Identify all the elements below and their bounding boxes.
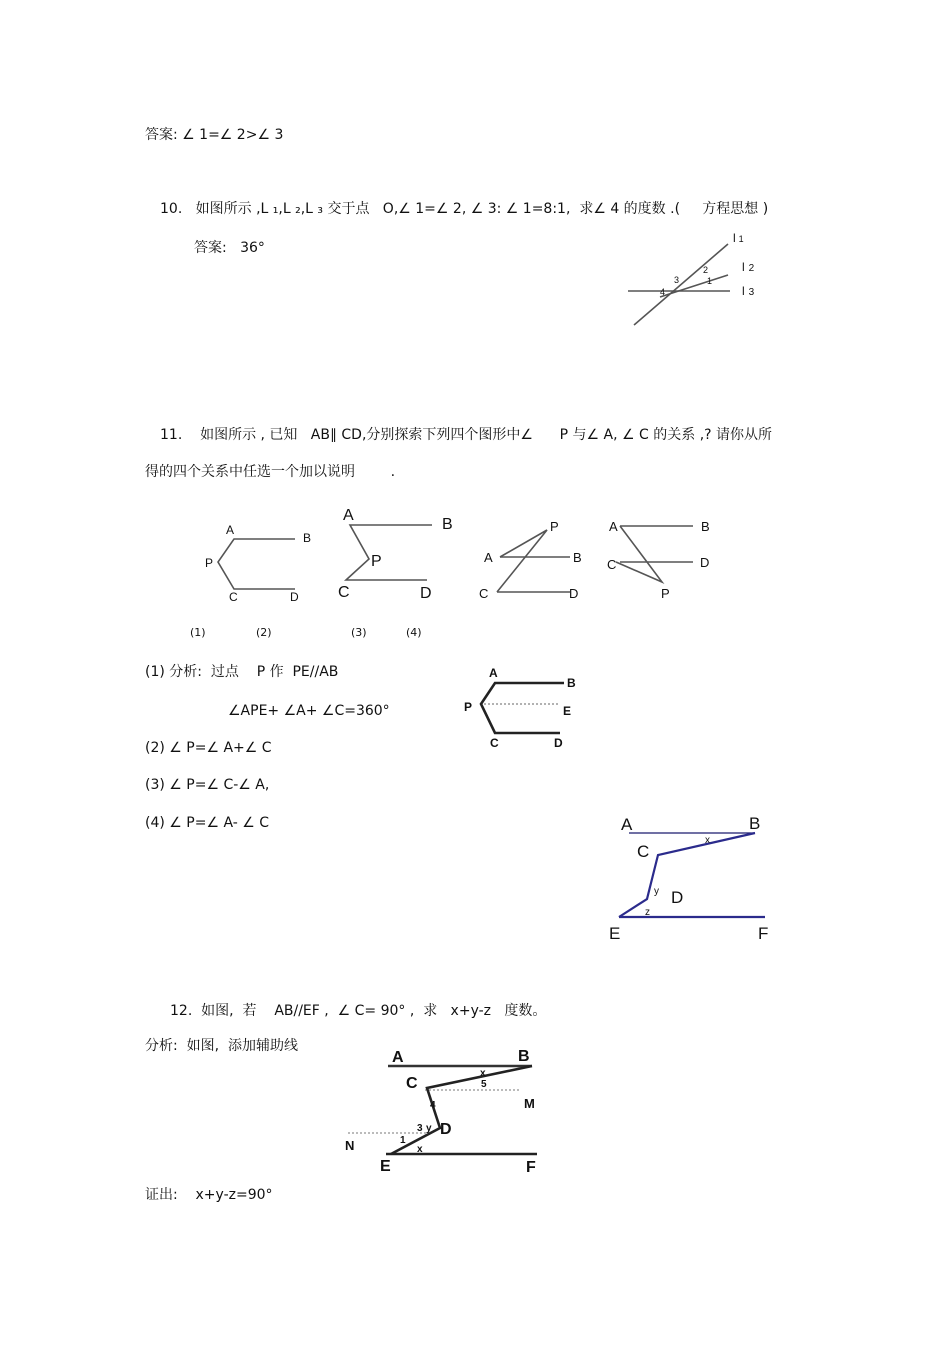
label-l2: l 2: [742, 260, 755, 274]
figure-label: D: [569, 586, 579, 601]
figure-label: D: [554, 736, 563, 750]
q11-answer-1-line1: (1) 分析: 过点 P 作 PE//AB: [145, 664, 339, 680]
figure-label: D: [440, 1121, 452, 1138]
q11-answer-2: (2) ∠ P=∠ A+∠ C: [145, 740, 272, 756]
figure-label: x: [480, 1068, 486, 1079]
prev-answer: 答案: ∠ 1=∠ 2>∠ 3: [145, 127, 284, 143]
figure-label: C: [607, 557, 617, 572]
figure-label: 5: [481, 1079, 487, 1090]
q11-figure-2: [335, 505, 465, 605]
figure-label: B: [573, 550, 582, 565]
q11-answer-1-line2: ∠APE+ ∠A+ ∠C=360°: [228, 703, 390, 719]
line-l2: [660, 275, 728, 297]
figure-label: B: [567, 676, 576, 690]
angle-1-label: 1: [707, 276, 713, 286]
q12-analysis: 分析: 如图, 添加辅助线: [145, 1038, 298, 1054]
label-l3: l 3: [742, 284, 755, 298]
figure-label: C: [406, 1075, 418, 1092]
figure-label: B: [749, 814, 761, 833]
figure-label: N: [345, 1138, 355, 1153]
figure-label: P: [464, 700, 473, 714]
figure-label: D: [420, 585, 432, 602]
q11-figure-3: [475, 512, 595, 602]
figure-label: A: [392, 1049, 404, 1066]
q11-figure-4: [600, 512, 730, 607]
figure-label: P: [550, 519, 559, 534]
q11-answer-4: (4) ∠ P=∠ A- ∠ C: [145, 815, 270, 831]
figure-label: P: [205, 556, 214, 570]
q11-line1: 11. 如图所示 , 已知 AB∥ CD,分别探索下列四个图形中∠ P 与∠ A, ∠ C 的关系 ,? 请你从所: [160, 427, 773, 443]
figure-label: y: [426, 1123, 432, 1134]
q10-answer: 答案: 36°: [194, 240, 265, 256]
angle-4-label: 4: [660, 287, 666, 297]
caption-3: (3): [351, 626, 367, 639]
figure-label: P: [371, 553, 382, 570]
angle-2-label: 2: [703, 265, 709, 275]
q11-aux-figure: [460, 663, 585, 755]
q12-question: 12. 如图, 若 AB//EF , ∠ C= 90° , 求 x+y-z 度数。: [170, 1003, 547, 1019]
figure-label: A: [226, 523, 235, 537]
line-l1: [634, 244, 728, 325]
figure-label: 4: [430, 1100, 436, 1111]
q10-figure: [620, 222, 780, 332]
figure-label: M: [524, 1096, 535, 1111]
figure-label: D: [671, 888, 684, 907]
caption-1: (1): [190, 626, 206, 639]
label-l1: l 1: [733, 231, 744, 245]
figure-label: C: [479, 586, 489, 601]
figure-label: D: [700, 555, 710, 570]
q12-aux-figure: [340, 1040, 555, 1180]
figure-label: 3: [417, 1123, 423, 1134]
q11-answer-3: (3) ∠ P=∠ C-∠ A,: [145, 777, 270, 793]
figure-label: C: [490, 736, 499, 750]
q12-figure: [605, 812, 780, 942]
figure-label: z: [645, 907, 650, 918]
figure-label: A: [489, 666, 498, 680]
figure-label: x: [705, 835, 710, 846]
angle-3-label: 3: [674, 275, 680, 285]
figure-label: A: [621, 815, 633, 834]
figure-label: B: [442, 516, 453, 533]
figure-label: B: [518, 1048, 530, 1065]
figure-label: C: [229, 590, 238, 604]
figure-label: x: [417, 1144, 423, 1155]
figure-label: B: [701, 519, 710, 534]
figure-label: B: [303, 531, 312, 545]
figure-label: D: [290, 590, 299, 604]
figure-label: E: [609, 924, 621, 943]
q11-figure-1: [200, 520, 320, 610]
figure-label: F: [526, 1159, 536, 1176]
figure-label: C: [338, 584, 350, 601]
figure-label: 1: [400, 1135, 406, 1146]
figure-label: F: [758, 924, 769, 943]
caption-2: (2): [256, 626, 272, 639]
q10-text: 10. 如图所示 ,L ₁,L ₂,L ₃ 交于点 O,∠ 1=∠ 2, ∠ 3: ∠ 1=8:1, 求∠ 4 的度数 .( 方程思想 ): [160, 201, 769, 217]
figure-label: E: [563, 704, 572, 718]
figure-label: A: [343, 507, 354, 524]
figure-label: E: [380, 1158, 391, 1175]
figure-label: A: [609, 519, 618, 534]
figure-label: A: [484, 550, 493, 565]
figure-label: C: [637, 842, 650, 861]
figure-label: y: [654, 886, 659, 897]
figure-label: P: [661, 586, 670, 601]
q11-line2: 得的四个关系中任选一个加以说明 .: [145, 464, 396, 480]
q12-proof: 证出: x+y-z=90°: [145, 1187, 273, 1203]
caption-4: (4): [406, 626, 422, 639]
